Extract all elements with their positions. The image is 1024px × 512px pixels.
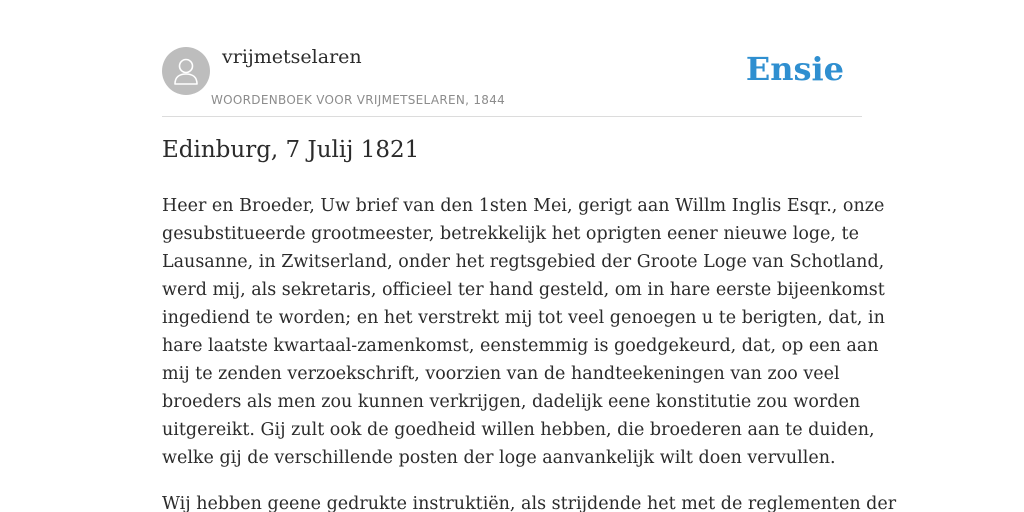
paragraph-line: gesubstitueerde grootmeester, betrekkelijk het oprigten eener nieuwe loge, te	[162, 224, 859, 244]
article-header	[162, 40, 862, 117]
article-title: Edinburg, 7 Julij 1821	[162, 137, 420, 163]
article-paragraph	[162, 490, 897, 512]
paragraph-line: werd mij, als sekretaris, officieel ter hand gesteld, om in hare eerste bijeenkomst	[162, 280, 885, 300]
paragraph-line: ingediend te worden; en het verstrekt mij tot veel genoegen u te berigten, dat, in	[162, 308, 885, 328]
paragraph-line: Heer en Broeder, Uw brief van den 1sten Mei, gerigt aan Willm Inglis Esqr., onze	[162, 196, 885, 216]
article-body	[162, 192, 897, 512]
paragraph-line: broeders als men zou kunnen verkrijgen, dadelijk eene konstitutie zou worden	[162, 392, 861, 412]
source-label[interactable]: WOORDENBOEK VOOR VRIJMETSELAREN, 1844	[211, 93, 506, 107]
user-icon	[162, 47, 210, 95]
author-avatar[interactable]	[162, 47, 210, 95]
brand-logo[interactable]: Ensie	[745, 50, 844, 88]
author-name[interactable]: vrijmetselaren	[222, 46, 362, 68]
paragraph-line: Lausanne, in Zwitserland, onder het regtsgebied der Groote Loge van Schotland,	[162, 252, 885, 272]
paragraph-line: mij te zenden verzoekschrift, voorzien van de handteekeningen van zoo veel	[162, 364, 840, 384]
paragraph-line: Wij hebben geene gedrukte instruktiën, als strijdende het met de reglementen der	[162, 494, 897, 512]
article-paragraph	[162, 192, 885, 472]
paragraph-line: uitgereikt. Gij zult ook de goedheid willen hebben, die broederen aan te duiden,	[162, 420, 875, 440]
paragraph-line: welke gij de verschillende posten der loge aanvankelijk wilt doen vervullen.	[162, 448, 836, 468]
paragraph-line: hare laatste kwartaal-zamenkomst, eenstemmig is goedgekeurd, dat, op een aan	[162, 336, 879, 356]
